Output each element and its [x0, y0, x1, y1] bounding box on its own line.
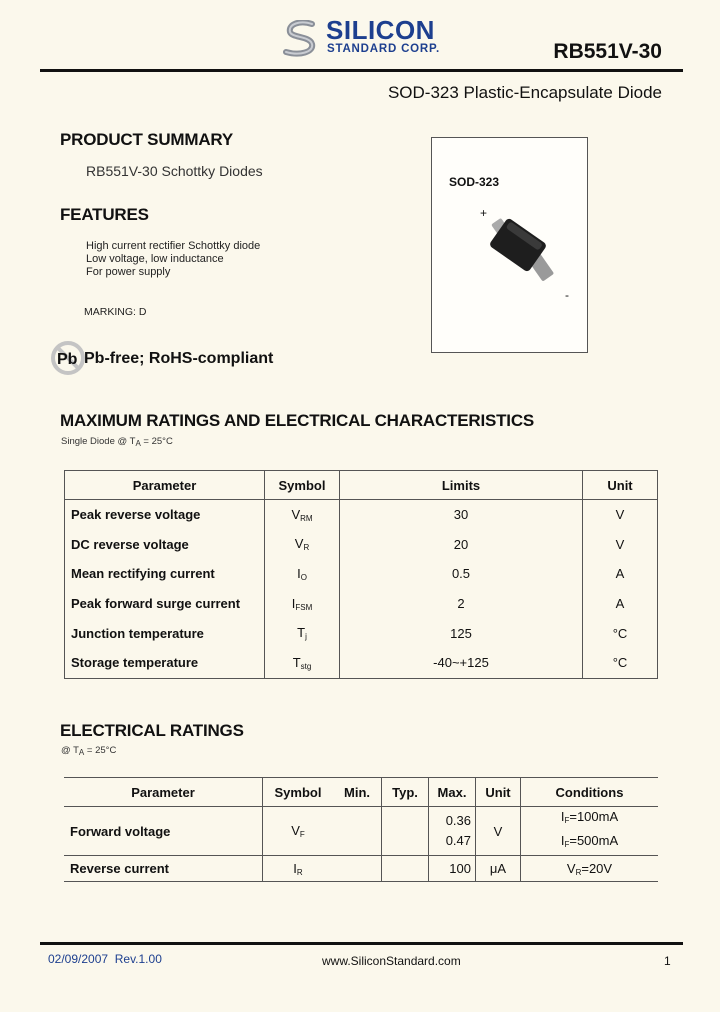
feature-item: High current rectifier Schottky diode — [86, 240, 261, 252]
parameter-cell: Mean rectifying current — [65, 559, 265, 589]
parameter-cell: Peak reverse voltage — [65, 500, 265, 530]
min-cell — [333, 856, 382, 882]
table-row — [64, 807, 658, 856]
diode-package-image — [486, 214, 558, 288]
column-header: Conditions — [521, 778, 659, 807]
pb-icon-text: Pb — [57, 351, 78, 368]
part-number: RB551V-30 — [553, 40, 662, 63]
column-header: Unit — [583, 471, 658, 500]
product-summary-heading: PRODUCT SUMMARY — [60, 130, 233, 149]
pb-free-icon — [50, 340, 86, 376]
max-ratings-heading: MAXIMUM RATINGS AND ELECTRICAL CHARACTERISTICS — [60, 411, 535, 430]
column-header: Parameter — [65, 471, 265, 500]
typ-cell — [382, 856, 429, 882]
limit-cell: -40~+125 — [340, 648, 583, 678]
footer-date-revision: 02/09/2007 Rev.1.00 — [48, 952, 162, 966]
column-header: Parameter — [64, 778, 263, 807]
table-header-row — [64, 778, 658, 807]
column-header: Limits — [340, 471, 583, 500]
product-summary-text: RB551V-30 Schottky Diodes — [86, 163, 263, 179]
unit-cell: V — [583, 500, 658, 530]
unit-cell: °C — [583, 648, 658, 678]
package-label: SOD-323 — [449, 175, 500, 189]
parameter-cell: DC reverse voltage — [65, 530, 265, 560]
electrical-ratings-heading: ELECTRICAL RATINGS — [60, 721, 244, 740]
features-heading: FEATURES — [60, 205, 149, 224]
max-ratings-table — [64, 470, 658, 679]
parameter-cell: Forward voltage — [64, 807, 263, 856]
typ-cell — [382, 807, 429, 856]
column-header: Max. — [429, 778, 476, 807]
column-header: Min. — [333, 778, 382, 807]
limit-cell: 125 — [340, 618, 583, 648]
max-cell: 100 — [429, 856, 476, 882]
column-header: Unit — [476, 778, 521, 807]
marking-label: MARKING: D — [84, 306, 147, 318]
table-row — [65, 559, 658, 589]
column-header: Typ. — [382, 778, 429, 807]
parameter-cell: Peak forward surge current — [65, 589, 265, 619]
limit-cell: 20 — [340, 530, 583, 560]
max-cell: 0.36 0.47 — [429, 807, 476, 856]
feature-item: Low voltage, low inductance — [86, 253, 224, 265]
symbol-cell: $I_R$ — [263, 856, 334, 882]
package-title: SOD-323 Plastic-Encapsulate Diode — [387, 83, 662, 102]
unit-cell: μA — [476, 856, 521, 882]
symbol-cell: $V_R$ — [265, 530, 340, 560]
limit-cell: 2 — [340, 589, 583, 619]
header-divider — [40, 69, 683, 72]
symbol-cell: $I_{FSM}$ — [265, 589, 340, 619]
symbol-cell: $T_{stg}$ — [265, 648, 340, 678]
conditions-cell: $V_R=20V$ — [521, 856, 659, 882]
conditions-cell: $I_F=100mA$ $I_F=500mA$ — [521, 807, 659, 856]
table-header-row — [65, 471, 658, 500]
limit-cell: 30 — [340, 500, 583, 530]
footer-divider — [40, 942, 683, 945]
company-logo-icon — [282, 20, 322, 58]
symbol-cell: $I_O$ — [265, 559, 340, 589]
feature-item: For power supply — [86, 266, 171, 278]
anode-marker: + — [480, 206, 488, 220]
parameter-cell: Storage temperature — [65, 648, 265, 678]
table-row — [65, 648, 658, 678]
symbol-cell: $V_F$ — [263, 807, 334, 856]
max-ratings-condition: Single Diode @ $T_A = 25^\circ C$ — [61, 436, 173, 448]
page-number: 1 — [664, 954, 671, 968]
brand-subtitle: STANDARD CORP. — [327, 43, 441, 55]
electrical-ratings-table — [64, 777, 658, 882]
parameter-cell: Junction temperature — [65, 618, 265, 648]
unit-cell: V — [476, 807, 521, 856]
table-row — [64, 856, 658, 882]
table-row — [65, 589, 658, 619]
footer-website: www.SiliconStandard.com — [322, 954, 461, 968]
column-header: Symbol — [263, 778, 334, 807]
rohs-label: Pb-free; RoHS-compliant — [84, 350, 274, 367]
unit-cell: V — [583, 530, 658, 560]
unit-cell: A — [583, 589, 658, 619]
table-row — [65, 618, 658, 648]
electrical-ratings-condition: @ $T_A = 25^\circ C$ — [61, 745, 117, 757]
unit-cell: A — [583, 559, 658, 589]
brand-name: SILICON — [326, 15, 435, 45]
column-header: Symbol — [265, 471, 340, 500]
symbol-cell: $T_j$ — [265, 618, 340, 648]
unit-cell: °C — [583, 618, 658, 648]
limit-cell: 0.5 — [340, 559, 583, 589]
table-row — [65, 530, 658, 560]
table-row — [65, 500, 658, 530]
symbol-cell: $V_{RM}$ — [265, 500, 340, 530]
parameter-cell: Reverse current — [70, 861, 169, 876]
min-cell — [333, 807, 382, 856]
cathode-marker: - — [565, 288, 569, 302]
